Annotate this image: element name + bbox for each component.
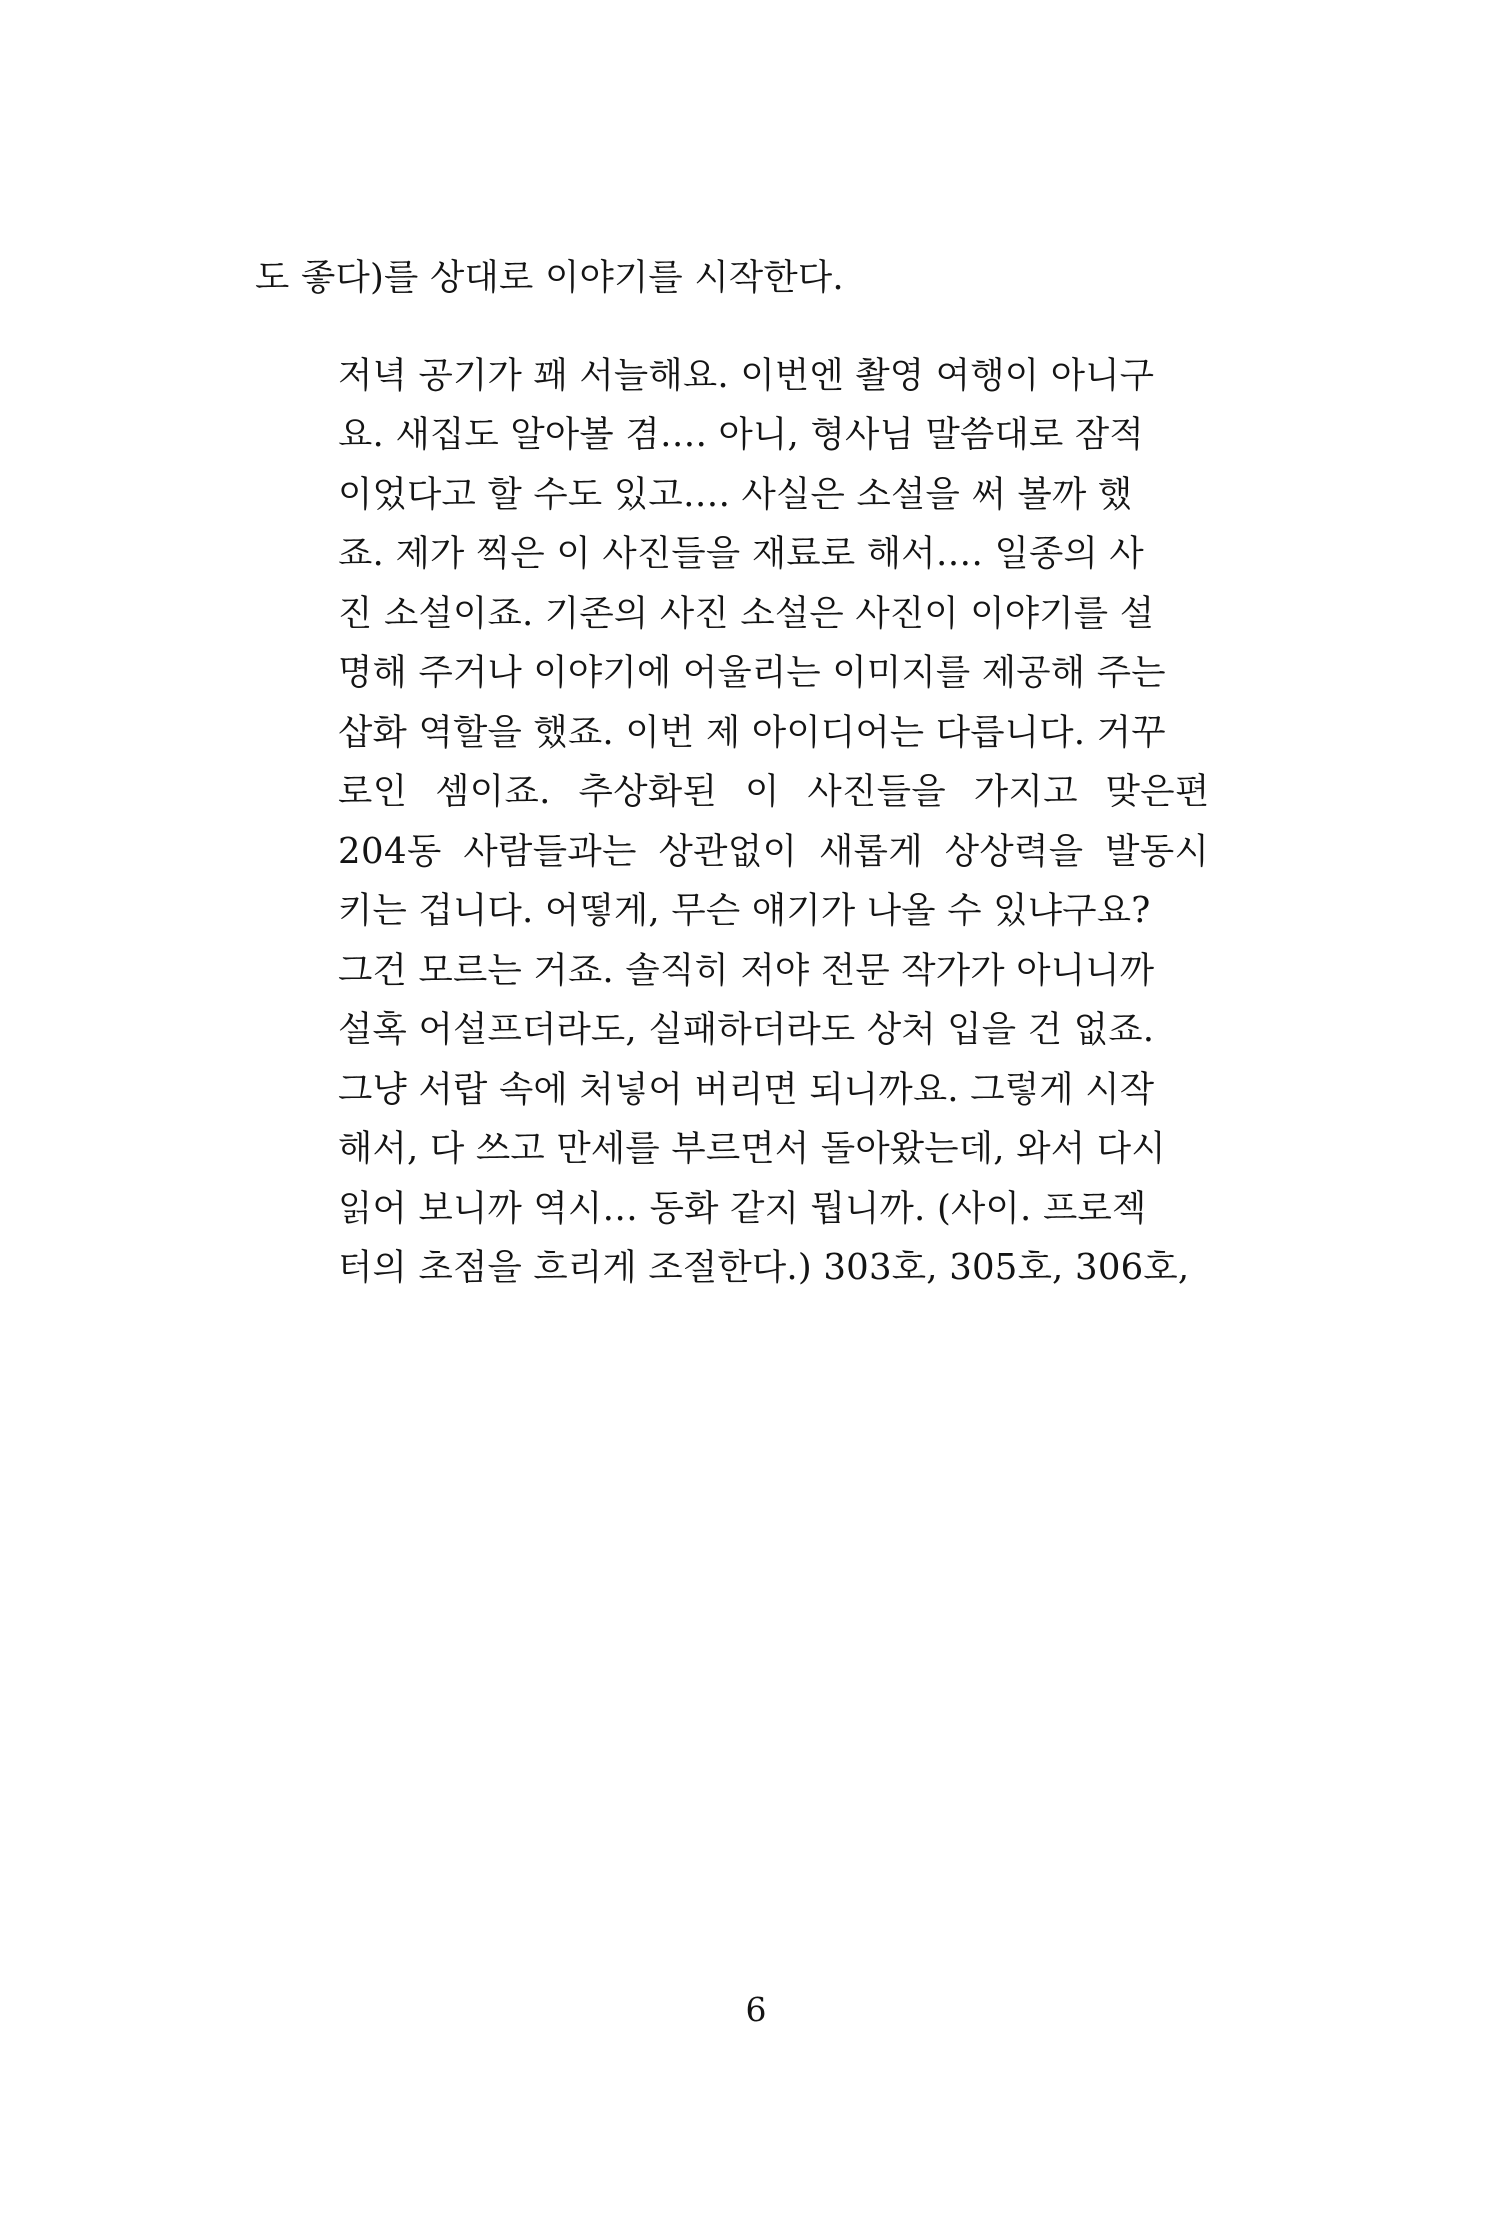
page-text-body (255, 248, 1260, 1298)
quote-line: 로인 셈이죠. 추상화된 이 사진들을 가지고 맞은편 (338, 771, 1210, 812)
quote-line: 저녁 공기가 꽤 서늘해요. 이번엔 촬영 여행이 아니구 (338, 354, 1155, 396)
quote-line: 해서, 다 쓰고 만세를 부르면서 돌아왔는데, 와서 다시 (338, 1128, 1166, 1169)
quote-line: 죠. 제가 찍은 이 사진들을 재료로 해서…. 일종의 사 (338, 533, 1144, 574)
quote-line: 읽어 보니까 역시… 동화 같지 뭡니까. (사이. 프로젝 (338, 1187, 1147, 1229)
monologue-quote-block (338, 346, 1258, 1298)
quote-line: 204동 사람들과는 상관없이 새롭게 상상력을 발동시 (338, 830, 1210, 872)
quote-line: 진 소설이죠. 기존의 사진 소설은 사진이 이야기를 설 (338, 592, 1155, 634)
paragraph-continuation-line: 도 좋다)를 상대로 이야기를 시작한다. (255, 257, 844, 298)
quote-line: 삽화 역할을 했죠. 이번 제 아이디어는 다릅니다. 거꾸 (338, 711, 1166, 753)
quote-line: 설혹 어설프더라도, 실패하더라도 상처 입을 건 없죠. (338, 1009, 1155, 1050)
quote-line: 명해 주거나 이야기에 어울리는 이미지를 제공해 주는 (338, 652, 1166, 693)
quote-line: 이었다고 할 수도 있고…. 사실은 소설을 써 볼까 했 (338, 473, 1133, 515)
quote-line: 요. 새집도 알아볼 겸…. 아니, 형사님 말씀대로 잠적 (338, 414, 1144, 455)
quote-line: 터의 초점을 흐리게 조절한다.) 303호, 305호, 306호, (338, 1247, 1190, 1288)
quote-line: 키는 겁니다. 어떻게, 무슨 얘기가 나올 수 있냐구요? (338, 890, 1151, 931)
quote-line: 그냥 서랍 속에 처넣어 버리면 되니까요. 그렇게 시작 (338, 1068, 1155, 1110)
page-number: 6 (745, 1990, 767, 2029)
quote-line: 그건 모르는 거죠. 솔직히 저야 전문 작가가 아니니까 (338, 949, 1155, 991)
